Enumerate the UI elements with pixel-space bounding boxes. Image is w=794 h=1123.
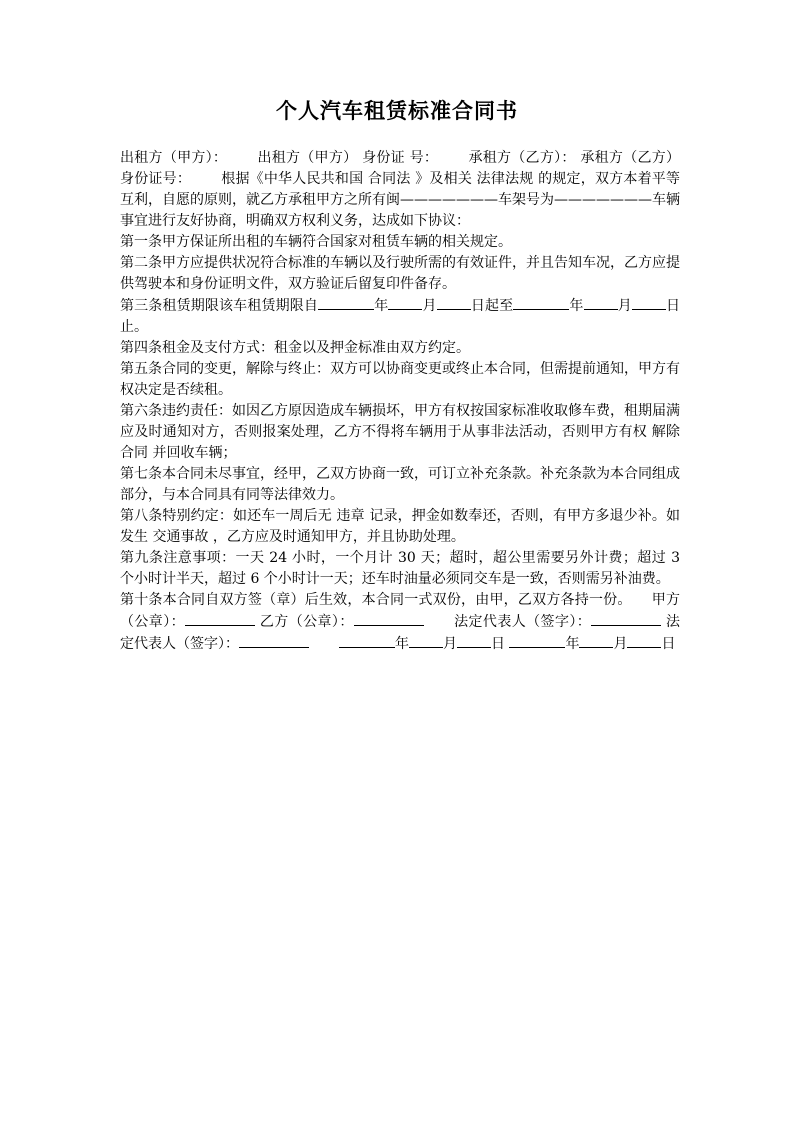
date-a-month-blank[interactable]: [409, 633, 443, 648]
lessor-id-label: 出租方（甲方） 身份证 号：: [257, 150, 439, 166]
start-year-blank[interactable]: [318, 295, 374, 310]
start-month-label: 月: [422, 298, 437, 314]
clause-8: 第八条特别约定：如还车一周后无 违章 记录，押金如数奉还，否则，有甲方多退少补。如发生 交通事故 ，乙方应及时通知甲方，并且协助处理。: [120, 508, 680, 545]
party-a-seal-label: 甲方（公章）：: [120, 592, 680, 630]
date-b-day-blank[interactable]: [627, 633, 661, 648]
date-a-year-label: 年: [395, 636, 409, 652]
start-year-label: 年: [374, 298, 389, 314]
document-title: 个人汽车租赁标准合同书: [276, 98, 518, 123]
start-day-blank[interactable]: [437, 295, 471, 310]
basis-text: 根据《中华人民共和国 合同法 》及相关 法律法规 的规定，双方本着平等互利，自愿的原则，就乙方承租甲方之所有闽———————车架号为———————车辆事宜进行友好协商，明确双方权利义务，达成如下协议：: [120, 171, 680, 229]
date-a-day-label: 日: [491, 636, 505, 652]
clause-9: 第九条注意事项：一天 24 小时，一个月计 30 天；超时，超公里需要另外计费；超过 3 个小时计半天，超过 6 个小时计一天；还车时油量必须同交车是一致，否则需另补油费。: [120, 550, 680, 587]
date-b-year-blank[interactable]: [509, 633, 565, 648]
lessor-label: 出租方（甲方）：: [120, 150, 228, 166]
rep-b-signature-blank[interactable]: [239, 633, 309, 648]
clause-6: 第六条违约责任：如因乙方原因造成车辆损坏，甲方有权按国家标准收取修车费，租期届满应及时通知对方，否则报案处理，乙方不得将车辆用于从事非法活动，否则甲方有权 解除合同 并回收车辆；: [120, 403, 680, 461]
contract-body: [120, 148, 680, 655]
date-b-year-label: 年: [565, 636, 580, 652]
date-b-day-label: 日: [661, 636, 676, 652]
rep-a-signature-blank[interactable]: [591, 611, 661, 626]
clause-10-text: 第十条本合同自双方签（章）后生效，本合同一式双份，由甲，乙双方各持一份。: [120, 592, 632, 608]
rep-a-label: 法定代表人（签字）：: [453, 614, 592, 630]
end-day-label: 日止。: [120, 298, 681, 335]
party-a-seal-blank[interactable]: [185, 611, 255, 626]
clause-1: 第一条甲方保证所出租的车辆符合国家对租赁车辆的相关规定。: [120, 234, 512, 250]
end-year-label: 年: [569, 298, 584, 314]
intro-paragraph: [120, 148, 680, 232]
party-b-seal-blank[interactable]: [354, 611, 424, 626]
clause-10: [120, 590, 680, 655]
date-b-month-label: 月: [613, 636, 628, 652]
start-month-blank[interactable]: [388, 295, 422, 310]
lessee-id-label: 承租方（乙方）身份证号：: [120, 150, 681, 187]
date-a-year-blank[interactable]: [339, 633, 395, 648]
date-b-month-blank[interactable]: [579, 633, 613, 648]
clause-7: 第七条本合同未尽事宜，经甲，乙双方协商一致，可订立补充条款。补充条款为本合同组成部分，与本合同具有同等法律效力。: [120, 466, 680, 503]
clause-2: 第二条甲方应提供状况符合标准的车辆以及行驶所需的有效证件，并且告知车况，乙方应提供驾驶本和身份证明文件，双方验证后留复印件备存。: [120, 255, 680, 292]
clause-3-prefix: 第三条租赁期限该车租赁期限自: [120, 298, 319, 314]
lessee-label: 承租方（乙方）：: [468, 150, 576, 166]
party-b-seal-label: 乙方（公章）：: [259, 614, 354, 630]
end-month-label: 月: [617, 298, 632, 314]
end-month-blank[interactable]: [584, 295, 618, 310]
date-a-month-label: 月: [443, 636, 457, 652]
clause-4: 第四条租金及支付方式：租金以及押金标准由双方约定。: [120, 340, 470, 356]
clause-5: 第五条合同的变更，解除与终止：双方可以协商变更或终止本合同，但需提前通知，甲方有权决定是否续租。: [120, 361, 680, 398]
start-day-label: 日起至: [470, 298, 514, 314]
date-a-day-blank[interactable]: [457, 633, 491, 648]
end-year-blank[interactable]: [513, 295, 569, 310]
end-day-blank[interactable]: [632, 295, 666, 310]
clause-3: [120, 295, 680, 338]
rep-b-label: 法定代表人（签字）：: [120, 614, 681, 652]
